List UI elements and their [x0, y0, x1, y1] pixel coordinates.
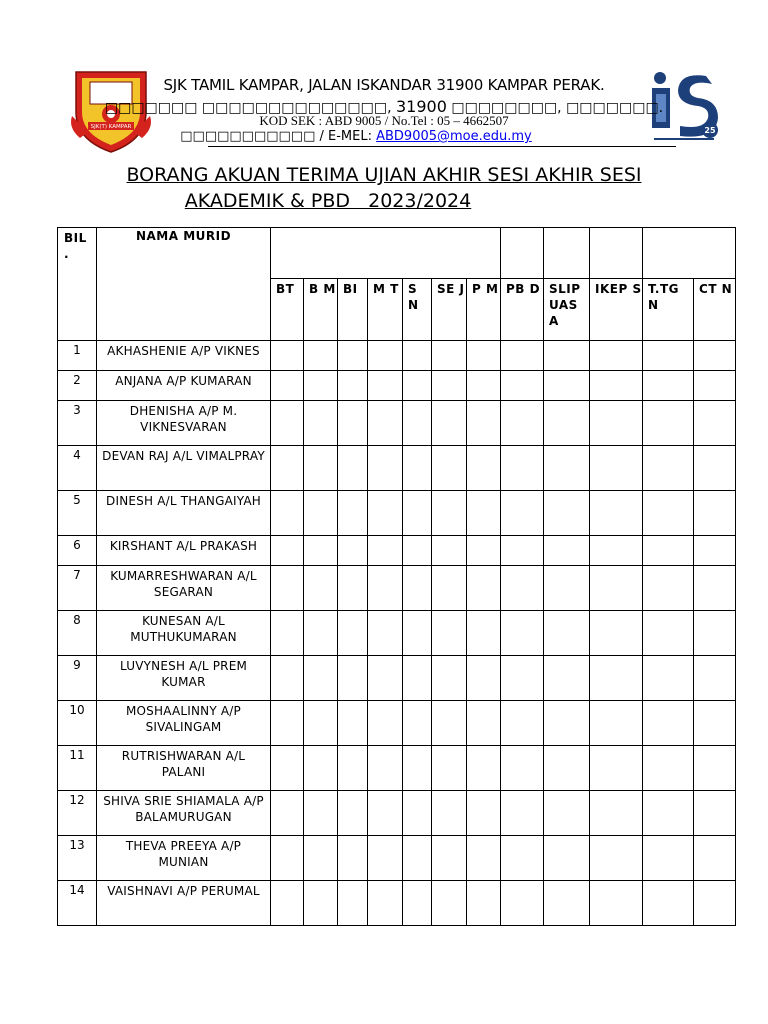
bil-header: BIL .	[58, 228, 97, 341]
checkbox-cell-ikep-s[interactable]	[590, 701, 643, 746]
table-row	[58, 881, 736, 926]
checkbox-cell-p-m[interactable]	[467, 566, 501, 611]
checkbox-cell-t-tg-n[interactable]	[643, 611, 694, 656]
checkbox-cell-b-m[interactable]	[304, 491, 338, 536]
table-row	[58, 836, 736, 881]
checkbox-cell-p-m[interactable]	[467, 656, 501, 701]
checkbox-cell-m-t[interactable]	[368, 371, 403, 401]
student-name: KUNESAN A/L MUTHUKUMARAN	[97, 611, 271, 656]
row-number: 8	[58, 611, 97, 656]
checkbox-cell-pb-d[interactable]	[501, 491, 544, 536]
email-link[interactable]: ABD9005@moe.edu.my	[376, 129, 532, 144]
checkbox-cell-t-tg-n[interactable]	[643, 701, 694, 746]
checkbox-cell-s-n[interactable]	[403, 611, 432, 656]
subject-header-slip-uas-a: SLIP UAS A	[544, 279, 590, 341]
student-name: AKHASHENIE A/P VIKNES	[97, 341, 271, 371]
table-row	[58, 536, 736, 566]
checkbox-cell-bi[interactable]	[338, 701, 368, 746]
form-title-line-2: AKADEMIK & PBD 2023/2024	[184, 190, 472, 212]
checkbox-cell-s-n[interactable]	[403, 446, 432, 491]
student-name: KIRSHANT A/L PRAKASH	[97, 536, 271, 566]
student-name: DINESH A/L THANGAIYAH	[97, 491, 271, 536]
row-number: 10	[58, 701, 97, 746]
checkbox-cell-pb-d[interactable]	[501, 881, 544, 926]
checkbox-cell-s-n[interactable]	[403, 491, 432, 536]
checkbox-cell-m-t[interactable]	[368, 881, 403, 926]
checkbox-cell-bt[interactable]	[271, 746, 304, 791]
checkbox-cell-bt[interactable]	[271, 566, 304, 611]
checkbox-cell-pb-d[interactable]	[501, 701, 544, 746]
student-name: KUMARRESHWARAN A/L SEGARAN	[97, 566, 271, 611]
checkbox-cell-bi[interactable]	[338, 611, 368, 656]
student-name: DEVAN RAJ A/L VIMALPRAY	[97, 446, 271, 491]
checkbox-cell-t-tg-n[interactable]	[643, 446, 694, 491]
nama-murid-header: NAMA MURID	[97, 228, 271, 341]
checkbox-cell-slip-uas-a[interactable]	[544, 836, 590, 881]
checkbox-cell-t-tg-n[interactable]	[643, 566, 694, 611]
checkbox-cell-m-t[interactable]	[368, 836, 403, 881]
row-number: 4	[58, 446, 97, 491]
checkbox-cell-bt[interactable]	[271, 791, 304, 836]
checkbox-cell-b-m[interactable]	[304, 536, 338, 566]
checkbox-cell-bt[interactable]	[271, 881, 304, 926]
table-row	[58, 446, 736, 491]
checkbox-cell-pb-d[interactable]	[501, 611, 544, 656]
checkbox-cell-ikep-s[interactable]	[590, 611, 643, 656]
checkbox-cell-ikep-s[interactable]	[590, 491, 643, 536]
checkbox-cell-s-n[interactable]	[403, 566, 432, 611]
checkbox-cell-ikep-s[interactable]	[590, 401, 643, 446]
checkbox-cell-t-tg-n[interactable]	[643, 491, 694, 536]
checkbox-cell-ikep-s[interactable]	[590, 446, 643, 491]
checkbox-cell-p-m[interactable]	[467, 836, 501, 881]
checkbox-cell-slip-uas-a[interactable]	[544, 791, 590, 836]
student-name: ANJANA A/P KUMARAN	[97, 371, 271, 401]
checkbox-cell-pb-d[interactable]	[501, 836, 544, 881]
checkbox-cell-pb-d[interactable]	[501, 791, 544, 836]
checkbox-cell-ikep-s[interactable]	[590, 341, 643, 371]
table-row	[58, 791, 736, 836]
checkbox-cell-ikep-s[interactable]	[590, 371, 643, 401]
checkbox-cell-ct-n[interactable]	[694, 656, 736, 701]
checkbox-cell-m-t[interactable]	[368, 611, 403, 656]
checkbox-cell-b-m[interactable]	[304, 566, 338, 611]
checkbox-cell-se-j[interactable]	[432, 746, 467, 791]
checkbox-cell-m-t[interactable]	[368, 401, 403, 446]
crest-motto: SJK(T) KAMPAR	[90, 124, 132, 130]
checkbox-cell-se-j[interactable]	[432, 491, 467, 536]
form-title-line-1: BORANG AKUAN TERIMA UJIAN AKHIR SESI AKHIR SESI	[126, 164, 642, 186]
checkbox-cell-s-n[interactable]	[403, 656, 432, 701]
checkbox-cell-bt[interactable]	[271, 836, 304, 881]
checkbox-cell-b-m[interactable]	[304, 446, 338, 491]
table-row	[58, 401, 736, 446]
header-blank-cell	[544, 228, 590, 279]
student-name: DHENISHA A/P M. VIKNESVARAN	[97, 401, 271, 446]
checkbox-cell-pb-d[interactable]	[501, 536, 544, 566]
checkbox-cell-pb-d[interactable]	[501, 371, 544, 401]
checkbox-cell-slip-uas-a[interactable]	[544, 371, 590, 401]
checkbox-cell-bt[interactable]	[271, 446, 304, 491]
checkbox-cell-b-m[interactable]	[304, 836, 338, 881]
checkbox-cell-ct-n[interactable]	[694, 611, 736, 656]
checkbox-cell-bt[interactable]	[271, 341, 304, 371]
checkbox-cell-t-tg-n[interactable]	[643, 401, 694, 446]
checkbox-cell-s-n[interactable]	[403, 536, 432, 566]
checkbox-cell-bi[interactable]	[338, 836, 368, 881]
checkbox-cell-ct-n[interactable]	[694, 746, 736, 791]
checkbox-cell-p-m[interactable]	[467, 341, 501, 371]
checkbox-cell-t-tg-n[interactable]	[643, 791, 694, 836]
checkbox-cell-pb-d[interactable]	[501, 446, 544, 491]
checkbox-cell-t-tg-n[interactable]	[643, 371, 694, 401]
checkbox-cell-slip-uas-a[interactable]	[544, 746, 590, 791]
checkbox-cell-p-m[interactable]	[467, 536, 501, 566]
checkbox-cell-m-t[interactable]	[368, 566, 403, 611]
table-row	[58, 341, 736, 371]
checkbox-cell-b-m[interactable]	[304, 701, 338, 746]
checkbox-cell-bi[interactable]	[338, 491, 368, 536]
checkbox-cell-bt[interactable]	[271, 491, 304, 536]
subject-header-ikep-s: IKEP S	[590, 279, 643, 341]
checkbox-cell-pb-d[interactable]	[501, 656, 544, 701]
row-number: 11	[58, 746, 97, 791]
checkbox-cell-p-m[interactable]	[467, 611, 501, 656]
checkbox-cell-p-m[interactable]	[467, 491, 501, 536]
checkbox-cell-se-j[interactable]	[432, 701, 467, 746]
checkbox-cell-bt[interactable]	[271, 701, 304, 746]
checkbox-cell-ikep-s[interactable]	[590, 536, 643, 566]
subject-header-m-t: M T	[368, 279, 403, 341]
row-number: 2	[58, 371, 97, 401]
checkbox-cell-se-j[interactable]	[432, 656, 467, 701]
checkbox-cell-ct-n[interactable]	[694, 401, 736, 446]
checkbox-cell-p-m[interactable]	[467, 371, 501, 401]
checkbox-cell-se-j[interactable]	[432, 881, 467, 926]
checkbox-cell-ct-n[interactable]	[694, 566, 736, 611]
subject-header-ct-n: CT N	[694, 279, 736, 341]
header-blank-cell	[501, 228, 544, 279]
table-row	[58, 656, 736, 701]
subject-header-pb-d: PB D	[501, 279, 544, 341]
checkbox-cell-bt[interactable]	[271, 401, 304, 446]
checkbox-cell-ct-n[interactable]	[694, 701, 736, 746]
checkbox-cell-pb-d[interactable]	[501, 566, 544, 611]
acknowledgement-table	[57, 227, 736, 926]
checkbox-cell-bi[interactable]	[338, 341, 368, 371]
checkbox-cell-t-tg-n[interactable]	[643, 836, 694, 881]
checkbox-cell-ct-n[interactable]	[694, 836, 736, 881]
checkbox-cell-s-n[interactable]	[403, 836, 432, 881]
checkbox-cell-slip-uas-a[interactable]	[544, 341, 590, 371]
tamil-postcode: 31900	[396, 97, 447, 116]
checkbox-cell-bi[interactable]	[338, 881, 368, 926]
checkbox-cell-t-tg-n[interactable]	[643, 881, 694, 926]
checkbox-cell-slip-uas-a[interactable]	[544, 701, 590, 746]
row-number: 1	[58, 341, 97, 371]
checkbox-cell-ikep-s[interactable]	[590, 791, 643, 836]
checkbox-cell-bi[interactable]	[338, 401, 368, 446]
row-number: 5	[58, 491, 97, 536]
checkbox-cell-se-j[interactable]	[432, 341, 467, 371]
checkbox-cell-ikep-s[interactable]	[590, 881, 643, 926]
row-number: 7	[58, 566, 97, 611]
subject-header-s-n: S N	[403, 279, 432, 341]
checkbox-cell-ct-n[interactable]	[694, 881, 736, 926]
checkbox-cell-bi[interactable]	[338, 746, 368, 791]
checkbox-cell-m-t[interactable]	[368, 536, 403, 566]
checkbox-cell-se-j[interactable]	[432, 836, 467, 881]
student-name: MOSHAALINNY A/P SIVALINGAM	[97, 701, 271, 746]
student-name: THEVA PREEYA A/P MUNIAN	[97, 836, 271, 881]
row-number: 6	[58, 536, 97, 566]
table-row	[58, 701, 736, 746]
checkbox-cell-m-t[interactable]	[368, 746, 403, 791]
header-blank-cell	[271, 228, 501, 279]
subject-header-bt: BT	[271, 279, 304, 341]
checkbox-cell-bt[interactable]	[271, 611, 304, 656]
table-row	[58, 746, 736, 791]
checkbox-cell-b-m[interactable]	[304, 611, 338, 656]
checkbox-cell-b-m[interactable]	[304, 881, 338, 926]
subject-header-p-m: P M	[467, 279, 501, 341]
checkbox-cell-p-m[interactable]	[467, 881, 501, 926]
checkbox-cell-p-m[interactable]	[467, 401, 501, 446]
checkbox-cell-bi[interactable]	[338, 371, 368, 401]
header-blank-cell	[590, 228, 643, 279]
student-name: RUTRISHWARAN A/L PALANI	[97, 746, 271, 791]
checkbox-cell-p-m[interactable]	[467, 791, 501, 836]
checkbox-cell-ct-n[interactable]	[694, 491, 736, 536]
checkbox-cell-slip-uas-a[interactable]	[544, 446, 590, 491]
row-number: 13	[58, 836, 97, 881]
checkbox-cell-t-tg-n[interactable]	[643, 536, 694, 566]
student-name: SHIVA SRIE SHIAMALA A/P BALAMURUGAN	[97, 791, 271, 836]
checkbox-cell-m-t[interactable]	[368, 791, 403, 836]
checkbox-cell-ikep-s[interactable]	[590, 566, 643, 611]
checkbox-cell-bi[interactable]	[338, 791, 368, 836]
checkbox-cell-s-n[interactable]	[403, 791, 432, 836]
subject-header-t-tg-n: T.TG N	[643, 279, 694, 341]
checkbox-cell-slip-uas-a[interactable]	[544, 656, 590, 701]
checkbox-cell-s-n[interactable]	[403, 701, 432, 746]
checkbox-cell-slip-uas-a[interactable]	[544, 536, 590, 566]
table-row	[58, 566, 736, 611]
subject-header-bi: BI	[338, 279, 368, 341]
checkbox-cell-ikep-s[interactable]	[590, 656, 643, 701]
checkbox-cell-bt[interactable]	[271, 656, 304, 701]
row-number: 14	[58, 881, 97, 926]
checkbox-cell-ct-n[interactable]	[694, 371, 736, 401]
checkbox-cell-bt[interactable]	[271, 371, 304, 401]
table-row	[58, 611, 736, 656]
table-row	[58, 371, 736, 401]
student-name: VAISHNAVI A/P PERUMAL	[97, 881, 271, 926]
checkbox-cell-bi[interactable]	[338, 536, 368, 566]
table-row	[58, 491, 736, 536]
checkbox-cell-b-m[interactable]	[304, 341, 338, 371]
checkbox-cell-slip-uas-a[interactable]	[544, 881, 590, 926]
checkbox-cell-s-n[interactable]	[403, 401, 432, 446]
checkbox-cell-s-n[interactable]	[403, 341, 432, 371]
tamil-address-suffix: □□□□□□□□, □□□□□□□.	[451, 100, 664, 116]
checkbox-cell-se-j[interactable]	[432, 566, 467, 611]
row-number: 3	[58, 401, 97, 446]
form-title	[0, 162, 768, 214]
checkbox-cell-s-n[interactable]	[403, 371, 432, 401]
subject-header-b-m: B M	[304, 279, 338, 341]
checkbox-cell-slip-uas-a[interactable]	[544, 401, 590, 446]
checkbox-cell-se-j[interactable]	[432, 446, 467, 491]
checkbox-cell-ct-n[interactable]	[694, 791, 736, 836]
email-label: □□□□□□□□□□□ / E-MEL:	[180, 129, 377, 144]
anniversary-number: 25	[704, 126, 716, 135]
checkbox-cell-pb-d[interactable]	[501, 341, 544, 371]
checkbox-cell-ikep-s[interactable]	[590, 836, 643, 881]
checkbox-cell-p-m[interactable]	[467, 701, 501, 746]
checkbox-cell-s-n[interactable]	[403, 881, 432, 926]
checkbox-cell-se-j[interactable]	[432, 611, 467, 656]
checkbox-cell-s-n[interactable]	[403, 746, 432, 791]
checkbox-cell-b-m[interactable]	[304, 656, 338, 701]
school-address-line: SJK TAMIL KAMPAR, JALAN ISKANDAR 31900 KAMPAR PERAK.	[163, 76, 605, 94]
checkbox-cell-b-m[interactable]	[304, 791, 338, 836]
header-blank-cell	[643, 228, 736, 279]
checkbox-cell-t-tg-n[interactable]	[643, 341, 694, 371]
checkbox-cell-p-m[interactable]	[467, 746, 501, 791]
checkbox-cell-m-t[interactable]	[368, 701, 403, 746]
row-number: 9	[58, 656, 97, 701]
school-code-phone-line: KOD SEK : ABD 9005 / No.Tel : 05 – 4662507	[259, 113, 509, 128]
email-line	[0, 129, 740, 144]
checkbox-cell-bi[interactable]	[338, 656, 368, 701]
checkbox-cell-m-t[interactable]	[368, 446, 403, 491]
table-header-row	[58, 228, 736, 279]
checkbox-cell-bi[interactable]	[338, 566, 368, 611]
tamil-address-prefix: □□□□□□□ □□□□□□□□□□□□□□,	[104, 100, 392, 116]
checkbox-cell-b-m[interactable]	[304, 746, 338, 791]
checkbox-cell-p-m[interactable]	[467, 446, 501, 491]
checkbox-cell-t-tg-n[interactable]	[643, 656, 694, 701]
checkbox-cell-m-t[interactable]	[368, 341, 403, 371]
checkbox-cell-b-m[interactable]	[304, 371, 338, 401]
checkbox-cell-ct-n[interactable]	[694, 341, 736, 371]
checkbox-cell-se-j[interactable]	[432, 371, 467, 401]
student-name: LUVYNESH A/L PREM KUMAR	[97, 656, 271, 701]
checkbox-cell-slip-uas-a[interactable]	[544, 611, 590, 656]
checkbox-cell-slip-uas-a[interactable]	[544, 566, 590, 611]
checkbox-cell-ct-n[interactable]	[694, 536, 736, 566]
checkbox-cell-bi[interactable]	[338, 446, 368, 491]
checkbox-cell-se-j[interactable]	[432, 536, 467, 566]
checkbox-cell-pb-d[interactable]	[501, 746, 544, 791]
header-divider	[208, 146, 676, 147]
checkbox-cell-pb-d[interactable]	[501, 401, 544, 446]
subject-header-se-j: SE J	[432, 279, 467, 341]
checkbox-cell-m-t[interactable]	[368, 491, 403, 536]
checkbox-cell-t-tg-n[interactable]	[643, 746, 694, 791]
checkbox-cell-m-t[interactable]	[368, 656, 403, 701]
checkbox-cell-se-j[interactable]	[432, 791, 467, 836]
checkbox-cell-b-m[interactable]	[304, 401, 338, 446]
row-number: 12	[58, 791, 97, 836]
checkbox-cell-ct-n[interactable]	[694, 446, 736, 491]
checkbox-cell-slip-uas-a[interactable]	[544, 491, 590, 536]
checkbox-cell-se-j[interactable]	[432, 401, 467, 446]
checkbox-cell-ikep-s[interactable]	[590, 746, 643, 791]
checkbox-cell-bt[interactable]	[271, 536, 304, 566]
